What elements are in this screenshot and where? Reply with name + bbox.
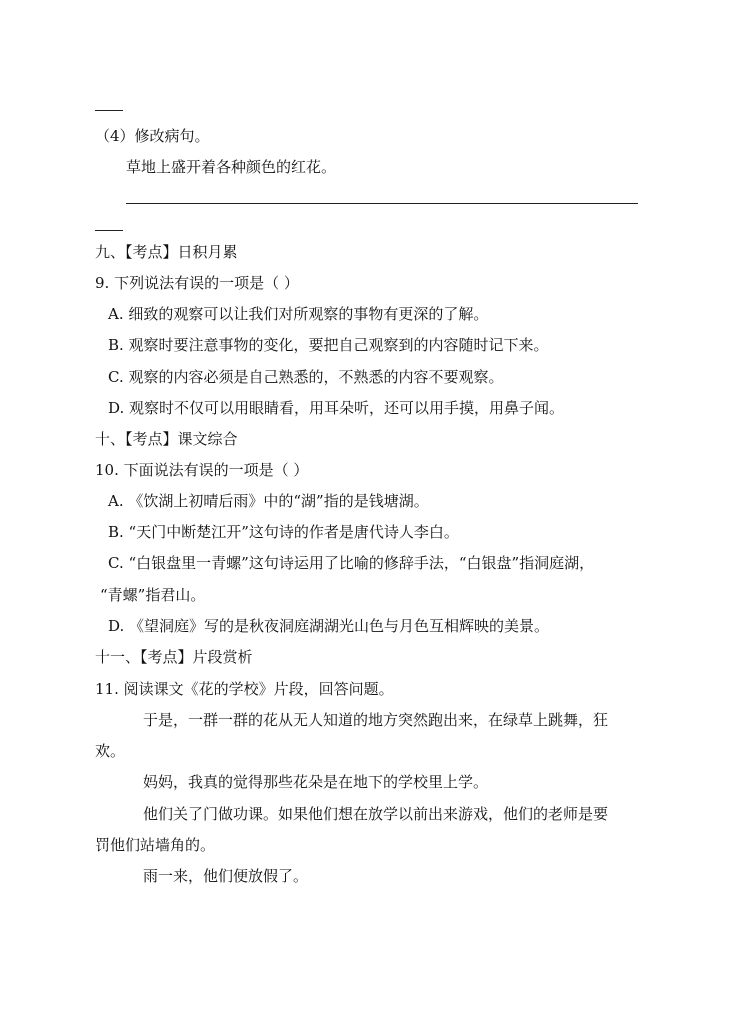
q9-option-a: A. 细致的观察可以让我们对所观察的事物有更深的了解。 — [108, 305, 489, 323]
q9-option-b: B. 观察时要注意事物的变化，要把自己观察到的内容随时记下来。 — [108, 336, 549, 354]
top-rule — [95, 110, 123, 111]
answer-line — [126, 203, 638, 204]
section-9-heading: 九、【考点】日积月累 — [95, 243, 238, 261]
passage-p1-line2: 欢。 — [95, 742, 126, 760]
section-11-heading: 十一、【考点】片段赏析 — [95, 648, 253, 666]
q9-option-c: C. 观察的内容必须是自己熟悉的，不熟悉的内容不要观察。 — [108, 368, 504, 386]
passage-p3-line2: 罚他们站墙角的。 — [95, 836, 216, 854]
question-11: 11. 阅读课文《花的学校》片段，回答问题。 — [95, 680, 394, 698]
question-9: 9. 下列说法有误的一项是（ ） — [95, 274, 299, 292]
separator-rule — [95, 230, 123, 231]
q10-option-a: A. 《饮湖上初晴后雨》中的“湖”指的是钱塘湖。 — [108, 492, 429, 510]
q10-option-c-line1: C. “白银盘里一青螺”这句诗运用了比喻的修辞手法，“白银盘”指洞庭湖， — [108, 554, 595, 572]
question-10: 10. 下面说法有误的一项是（ ） — [95, 461, 309, 479]
q10-option-d: D. 《望洞庭》写的是秋夜洞庭湖湖光山色与月色互相辉映的美景。 — [108, 617, 550, 635]
q9-option-d: D. 观察时不仅可以用眼睛看，用耳朵听，还可以用手摸，用鼻子闻。 — [108, 399, 565, 417]
q8-part4-label: （4）修改病句。 — [95, 127, 210, 145]
q8-part4-sentence: 草地上盛开着各种颜色的红花。 — [126, 158, 337, 176]
passage-p3-line1: 他们关了门做功课。如果他们想在放学以前出来游戏，他们的老师是要 — [143, 805, 609, 823]
passage-p4: 雨一来，他们便放假了。 — [143, 867, 309, 885]
passage-p1-line1: 于是，一群一群的花从无人知道的地方突然跑出来，在绿草上跳舞，狂 — [143, 711, 609, 729]
section-10-heading: 十、【考点】课文综合 — [95, 430, 238, 448]
q10-option-b: B. “天门中断楚江开”这句诗的作者是唐代诗人李白。 — [108, 523, 459, 541]
passage-p2: 妈妈，我真的觉得那些花朵是在地下的学校里上学。 — [143, 773, 489, 791]
q10-option-c-line2: “青螺”指君山。 — [100, 586, 206, 604]
